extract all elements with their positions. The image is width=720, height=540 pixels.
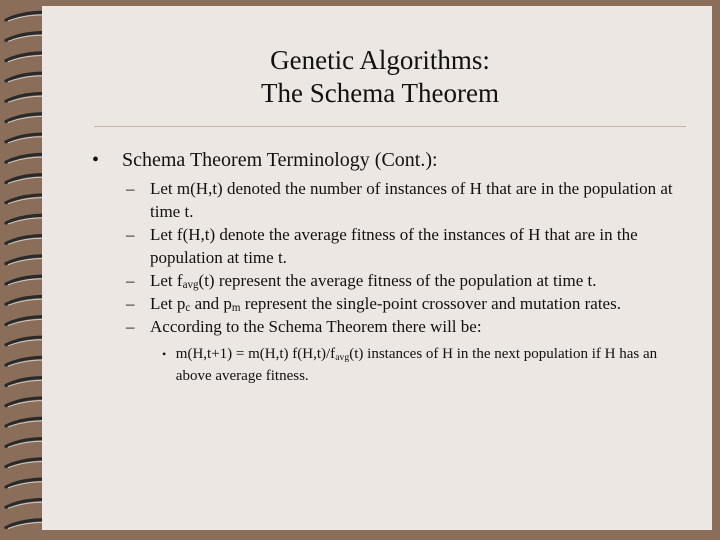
subscript: m: [231, 302, 241, 314]
title-line-1: Genetic Algorithms:: [270, 45, 490, 75]
sub-bullet-favg: [126, 269, 688, 292]
dash-mark: –: [126, 294, 135, 313]
small-bullet-mark: •: [162, 347, 167, 361]
sub-bullet-text: [150, 292, 680, 315]
slide-title: [160, 44, 600, 110]
subscript: avg: [335, 352, 350, 363]
dash-mark: –: [126, 317, 135, 336]
sub-bullet-m: [126, 177, 688, 223]
sub-bullet-text: [150, 269, 680, 292]
text-segment: (t) represent the average fitness of the population at time t.: [198, 271, 597, 290]
subscript: c: [185, 302, 191, 314]
main-bullet: [88, 145, 688, 175]
title-line-2: The Schema Theorem: [261, 78, 499, 108]
subscript: avg: [182, 279, 199, 291]
text-segment: Let f: [150, 271, 183, 290]
text-segment: represent the single-point crossover and mutation rates.: [240, 294, 621, 313]
dash-mark: –: [126, 225, 135, 244]
text-segment: (t) instances of H in the next population if H has an above average fitness.: [175, 346, 658, 384]
dash-mark: –: [126, 271, 135, 290]
sub-bullet-f: [126, 223, 688, 269]
sub-bullet-text: Let f(H,t) denote the average fitness of the instances of H that are in the population at time t.: [150, 225, 638, 267]
slide-content: [88, 145, 688, 387]
dash-mark: –: [126, 179, 135, 198]
sub-bullet-text: Let m(H,t) denoted the number of instances of H that are in the population at time t.: [150, 179, 673, 221]
formula-bullet: [162, 343, 688, 387]
text-segment: m(H,t+1) = m(H,t) f(H,t)/f: [175, 346, 336, 362]
sub-bullet-rates: [126, 292, 688, 315]
main-bullet-text: Schema Theorem Terminology (Cont.):: [122, 149, 438, 171]
text-segment: and p: [190, 294, 232, 313]
text-segment: Let p: [150, 294, 186, 313]
sub-bullet-schema: [126, 315, 688, 338]
bullet-mark: •: [92, 149, 100, 171]
sub-bullet-text: According to the Schema Theorem there will be:: [150, 317, 482, 336]
sub-bullet-list: [126, 177, 688, 387]
formula-text: [176, 343, 688, 387]
title-divider: [94, 126, 686, 127]
